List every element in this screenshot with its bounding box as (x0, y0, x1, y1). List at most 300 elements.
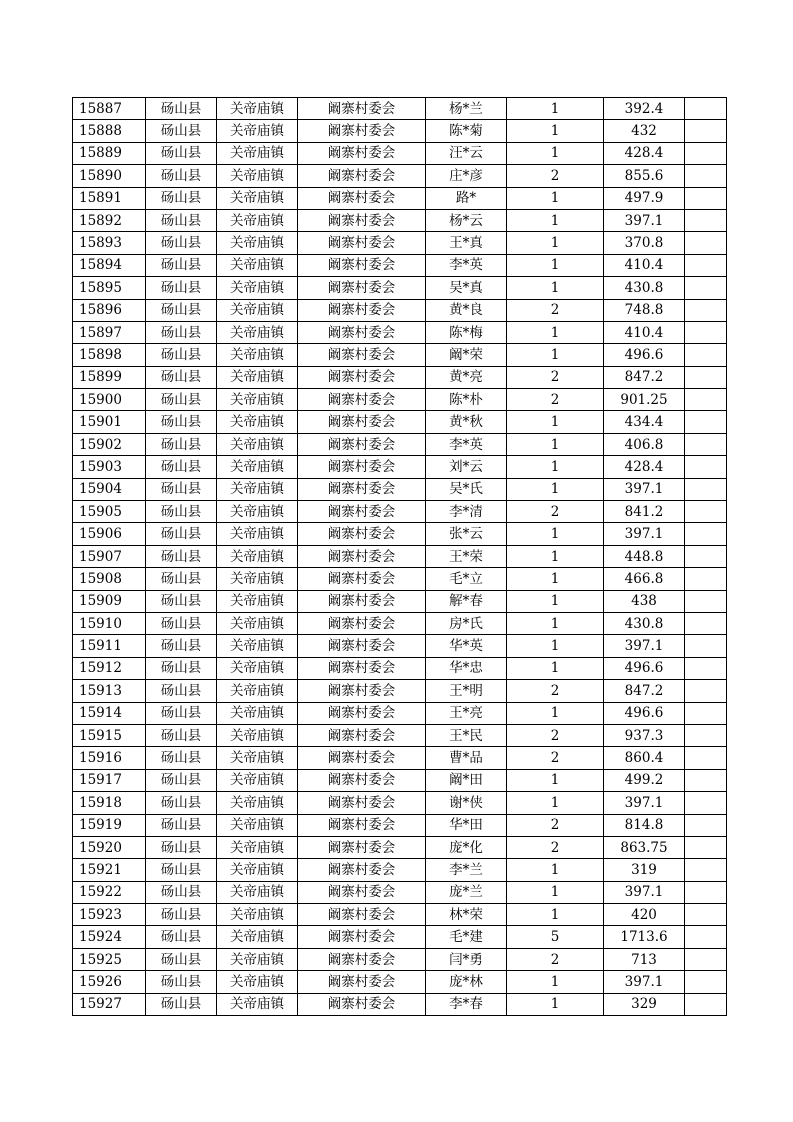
empty-cell (685, 232, 727, 254)
name-cell: 陈*朴 (426, 389, 507, 411)
village-cell: 阚寨村委会 (298, 724, 426, 746)
household-count-cell: 1 (507, 120, 604, 142)
county-cell: 砀山县 (146, 209, 217, 231)
village-cell: 阚寨村委会 (298, 456, 426, 478)
name-cell: 刘*云 (426, 456, 507, 478)
village-cell: 阚寨村委会 (298, 948, 426, 970)
town-cell: 关帝庙镇 (217, 814, 298, 836)
table-row (73, 232, 727, 254)
village-cell: 阚寨村委会 (298, 501, 426, 523)
name-cell: 华*田 (426, 814, 507, 836)
household-count-cell: 1 (507, 433, 604, 455)
amount-cell: 847.2 (604, 680, 685, 702)
town-cell: 关帝庙镇 (217, 612, 298, 634)
amount-cell: 329 (604, 993, 685, 1015)
row-number-cell: 15898 (73, 344, 146, 366)
table-row (73, 545, 727, 567)
row-number-cell: 15919 (73, 814, 146, 836)
row-number-cell: 15902 (73, 433, 146, 455)
row-number-cell: 15901 (73, 411, 146, 433)
county-cell: 砀山县 (146, 98, 217, 120)
table-row (73, 165, 727, 187)
town-cell: 关帝庙镇 (217, 366, 298, 388)
county-cell: 砀山县 (146, 120, 217, 142)
table-row (73, 702, 727, 724)
name-cell: 房*氏 (426, 612, 507, 634)
village-cell: 阚寨村委会 (298, 120, 426, 142)
town-cell: 关帝庙镇 (217, 344, 298, 366)
county-cell: 砀山县 (146, 792, 217, 814)
town-cell: 关帝庙镇 (217, 232, 298, 254)
county-cell: 砀山县 (146, 545, 217, 567)
amount-cell: 432 (604, 120, 685, 142)
empty-cell (685, 366, 727, 388)
household-count-cell: 1 (507, 657, 604, 679)
amount-cell: 748.8 (604, 299, 685, 321)
amount-cell: 448.8 (604, 545, 685, 567)
name-cell: 华*英 (426, 635, 507, 657)
county-cell: 砀山县 (146, 635, 217, 657)
empty-cell (685, 948, 727, 970)
name-cell: 李*清 (426, 501, 507, 523)
county-cell: 砀山县 (146, 814, 217, 836)
name-cell: 杨*云 (426, 209, 507, 231)
empty-cell (685, 904, 727, 926)
row-number-cell: 15925 (73, 948, 146, 970)
village-cell: 阚寨村委会 (298, 612, 426, 634)
empty-cell (685, 747, 727, 769)
village-cell: 阚寨村委会 (298, 836, 426, 858)
household-count-cell: 2 (507, 680, 604, 702)
town-cell: 关帝庙镇 (217, 187, 298, 209)
row-number-cell: 15904 (73, 478, 146, 500)
county-cell: 砀山县 (146, 926, 217, 948)
table-row (73, 433, 727, 455)
amount-cell: 397.1 (604, 635, 685, 657)
village-cell: 阚寨村委会 (298, 389, 426, 411)
amount-cell: 397.1 (604, 523, 685, 545)
table-row (73, 993, 727, 1015)
name-cell: 庄*彦 (426, 165, 507, 187)
household-count-cell: 1 (507, 209, 604, 231)
empty-cell (685, 142, 727, 164)
county-cell: 砀山县 (146, 747, 217, 769)
table-row (73, 724, 727, 746)
town-cell: 关帝庙镇 (217, 926, 298, 948)
county-cell: 砀山县 (146, 657, 217, 679)
household-count-cell: 2 (507, 814, 604, 836)
empty-cell (685, 926, 727, 948)
row-number-cell: 15911 (73, 635, 146, 657)
village-cell: 阚寨村委会 (298, 769, 426, 791)
town-cell: 关帝庙镇 (217, 142, 298, 164)
county-cell: 砀山县 (146, 142, 217, 164)
town-cell: 关帝庙镇 (217, 321, 298, 343)
name-cell: 吴*氏 (426, 478, 507, 500)
table-row (73, 209, 727, 231)
village-cell: 阚寨村委会 (298, 344, 426, 366)
empty-cell (685, 680, 727, 702)
empty-cell (685, 209, 727, 231)
table-row (73, 680, 727, 702)
household-count-cell: 1 (507, 612, 604, 634)
name-cell: 王*真 (426, 232, 507, 254)
row-number-cell: 15908 (73, 568, 146, 590)
empty-cell (685, 792, 727, 814)
records-table-body (73, 98, 727, 1016)
county-cell: 砀山县 (146, 389, 217, 411)
village-cell: 阚寨村委会 (298, 142, 426, 164)
household-count-cell: 2 (507, 724, 604, 746)
empty-cell (685, 859, 727, 881)
county-cell: 砀山县 (146, 971, 217, 993)
table-row (73, 254, 727, 276)
household-count-cell: 1 (507, 769, 604, 791)
empty-cell (685, 456, 727, 478)
town-cell: 关帝庙镇 (217, 456, 298, 478)
household-count-cell: 1 (507, 344, 604, 366)
village-cell: 阚寨村委会 (298, 568, 426, 590)
village-cell: 阚寨村委会 (298, 993, 426, 1015)
empty-cell (685, 657, 727, 679)
name-cell: 陈*菊 (426, 120, 507, 142)
county-cell: 砀山县 (146, 836, 217, 858)
household-count-cell: 1 (507, 993, 604, 1015)
town-cell: 关帝庙镇 (217, 724, 298, 746)
table-row (73, 590, 727, 612)
table-row (73, 769, 727, 791)
row-number-cell: 15918 (73, 792, 146, 814)
amount-cell: 499.2 (604, 769, 685, 791)
household-count-cell: 2 (507, 389, 604, 411)
table-row (73, 612, 727, 634)
name-cell: 毛*建 (426, 926, 507, 948)
table-row (73, 635, 727, 657)
amount-cell: 397.1 (604, 971, 685, 993)
amount-cell: 430.8 (604, 612, 685, 634)
amount-cell: 496.6 (604, 344, 685, 366)
empty-cell (685, 187, 727, 209)
row-number-cell: 15912 (73, 657, 146, 679)
amount-cell: 430.8 (604, 277, 685, 299)
town-cell: 关帝庙镇 (217, 389, 298, 411)
row-number-cell: 15905 (73, 501, 146, 523)
empty-cell (685, 993, 727, 1015)
name-cell: 林*荣 (426, 904, 507, 926)
empty-cell (685, 501, 727, 523)
town-cell: 关帝庙镇 (217, 702, 298, 724)
name-cell: 张*云 (426, 523, 507, 545)
village-cell: 阚寨村委会 (298, 971, 426, 993)
household-count-cell: 1 (507, 971, 604, 993)
table-row (73, 321, 727, 343)
empty-cell (685, 165, 727, 187)
row-number-cell: 15926 (73, 971, 146, 993)
town-cell: 关帝庙镇 (217, 680, 298, 702)
household-count-cell: 2 (507, 747, 604, 769)
household-count-cell: 1 (507, 545, 604, 567)
table-row (73, 568, 727, 590)
table-row (73, 456, 727, 478)
town-cell: 关帝庙镇 (217, 971, 298, 993)
household-count-cell: 1 (507, 590, 604, 612)
row-number-cell: 15890 (73, 165, 146, 187)
village-cell: 阚寨村委会 (298, 904, 426, 926)
table-row (73, 501, 727, 523)
amount-cell: 397.1 (604, 478, 685, 500)
town-cell: 关帝庙镇 (217, 277, 298, 299)
town-cell: 关帝庙镇 (217, 657, 298, 679)
row-number-cell: 15889 (73, 142, 146, 164)
empty-cell (685, 568, 727, 590)
amount-cell: 1713.6 (604, 926, 685, 948)
county-cell: 砀山县 (146, 165, 217, 187)
county-cell: 砀山县 (146, 344, 217, 366)
household-count-cell: 1 (507, 277, 604, 299)
name-cell: 庞*林 (426, 971, 507, 993)
name-cell: 李*英 (426, 433, 507, 455)
village-cell: 阚寨村委会 (298, 321, 426, 343)
town-cell: 关帝庙镇 (217, 433, 298, 455)
table-row (73, 859, 727, 881)
row-number-cell: 15899 (73, 366, 146, 388)
household-count-cell: 2 (507, 836, 604, 858)
town-cell: 关帝庙镇 (217, 836, 298, 858)
county-cell: 砀山县 (146, 859, 217, 881)
amount-cell: 496.6 (604, 702, 685, 724)
household-count-cell: 1 (507, 321, 604, 343)
empty-cell (685, 98, 727, 120)
county-cell: 砀山县 (146, 724, 217, 746)
row-number-cell: 15910 (73, 612, 146, 634)
empty-cell (685, 321, 727, 343)
amount-cell: 863.75 (604, 836, 685, 858)
empty-cell (685, 254, 727, 276)
amount-cell: 855.6 (604, 165, 685, 187)
county-cell: 砀山县 (146, 680, 217, 702)
town-cell: 关帝庙镇 (217, 545, 298, 567)
town-cell: 关帝庙镇 (217, 792, 298, 814)
empty-cell (685, 120, 727, 142)
table-row (73, 299, 727, 321)
county-cell: 砀山县 (146, 993, 217, 1015)
table-row (73, 657, 727, 679)
household-count-cell: 1 (507, 411, 604, 433)
name-cell: 王*明 (426, 680, 507, 702)
amount-cell: 497.9 (604, 187, 685, 209)
empty-cell (685, 478, 727, 500)
town-cell: 关帝庙镇 (217, 769, 298, 791)
name-cell: 王*民 (426, 724, 507, 746)
town-cell: 关帝庙镇 (217, 568, 298, 590)
town-cell: 关帝庙镇 (217, 747, 298, 769)
village-cell: 阚寨村委会 (298, 635, 426, 657)
amount-cell: 496.6 (604, 657, 685, 679)
town-cell: 关帝庙镇 (217, 254, 298, 276)
name-cell: 李*春 (426, 993, 507, 1015)
table-row (73, 948, 727, 970)
amount-cell: 901.25 (604, 389, 685, 411)
amount-cell: 410.4 (604, 254, 685, 276)
table-row (73, 836, 727, 858)
name-cell: 谢*侠 (426, 792, 507, 814)
town-cell: 关帝庙镇 (217, 881, 298, 903)
county-cell: 砀山县 (146, 702, 217, 724)
row-number-cell: 15924 (73, 926, 146, 948)
town-cell: 关帝庙镇 (217, 478, 298, 500)
row-number-cell: 15895 (73, 277, 146, 299)
county-cell: 砀山县 (146, 904, 217, 926)
village-cell: 阚寨村委会 (298, 299, 426, 321)
county-cell: 砀山县 (146, 769, 217, 791)
row-number-cell: 15892 (73, 209, 146, 231)
name-cell: 王*亮 (426, 702, 507, 724)
empty-cell (685, 612, 727, 634)
name-cell: 王*荣 (426, 545, 507, 567)
amount-cell: 397.1 (604, 792, 685, 814)
table-row (73, 277, 727, 299)
name-cell: 阚*荣 (426, 344, 507, 366)
name-cell: 华*忠 (426, 657, 507, 679)
town-cell: 关帝庙镇 (217, 635, 298, 657)
table-row (73, 411, 727, 433)
table-row (73, 971, 727, 993)
household-count-cell: 2 (507, 501, 604, 523)
row-number-cell: 15917 (73, 769, 146, 791)
records-table (72, 97, 727, 1016)
village-cell: 阚寨村委会 (298, 366, 426, 388)
town-cell: 关帝庙镇 (217, 120, 298, 142)
row-number-cell: 15920 (73, 836, 146, 858)
household-count-cell: 1 (507, 881, 604, 903)
village-cell: 阚寨村委会 (298, 926, 426, 948)
name-cell: 黄*良 (426, 299, 507, 321)
name-cell: 陈*梅 (426, 321, 507, 343)
household-count-cell: 1 (507, 456, 604, 478)
town-cell: 关帝庙镇 (217, 299, 298, 321)
name-cell: 黄*秋 (426, 411, 507, 433)
household-count-cell: 1 (507, 232, 604, 254)
amount-cell: 847.2 (604, 366, 685, 388)
name-cell: 阚*田 (426, 769, 507, 791)
empty-cell (685, 433, 727, 455)
empty-cell (685, 635, 727, 657)
name-cell: 李*英 (426, 254, 507, 276)
row-number-cell: 15907 (73, 545, 146, 567)
household-count-cell: 5 (507, 926, 604, 948)
table-row (73, 926, 727, 948)
village-cell: 阚寨村委会 (298, 545, 426, 567)
empty-cell (685, 724, 727, 746)
row-number-cell: 15903 (73, 456, 146, 478)
county-cell: 砀山县 (146, 411, 217, 433)
county-cell: 砀山县 (146, 568, 217, 590)
county-cell: 砀山县 (146, 321, 217, 343)
row-number-cell: 15916 (73, 747, 146, 769)
town-cell: 关帝庙镇 (217, 209, 298, 231)
name-cell: 黄*亮 (426, 366, 507, 388)
village-cell: 阚寨村委会 (298, 702, 426, 724)
row-number-cell: 15921 (73, 859, 146, 881)
amount-cell: 841.2 (604, 501, 685, 523)
village-cell: 阚寨村委会 (298, 747, 426, 769)
village-cell: 阚寨村委会 (298, 187, 426, 209)
table-row (73, 792, 727, 814)
table-row (73, 98, 727, 120)
town-cell: 关帝庙镇 (217, 98, 298, 120)
household-count-cell: 1 (507, 187, 604, 209)
county-cell: 砀山县 (146, 590, 217, 612)
household-count-cell: 1 (507, 142, 604, 164)
amount-cell: 937.3 (604, 724, 685, 746)
row-number-cell: 15893 (73, 232, 146, 254)
amount-cell: 406.8 (604, 433, 685, 455)
county-cell: 砀山县 (146, 881, 217, 903)
county-cell: 砀山县 (146, 612, 217, 634)
household-count-cell: 2 (507, 165, 604, 187)
village-cell: 阚寨村委会 (298, 859, 426, 881)
county-cell: 砀山县 (146, 254, 217, 276)
row-number-cell: 15888 (73, 120, 146, 142)
county-cell: 砀山县 (146, 478, 217, 500)
empty-cell (685, 523, 727, 545)
row-number-cell: 15896 (73, 299, 146, 321)
row-number-cell: 15913 (73, 680, 146, 702)
row-number-cell: 15914 (73, 702, 146, 724)
county-cell: 砀山县 (146, 501, 217, 523)
table-row (73, 120, 727, 142)
table-row (73, 881, 727, 903)
table-row (73, 366, 727, 388)
village-cell: 阚寨村委会 (298, 478, 426, 500)
county-cell: 砀山县 (146, 366, 217, 388)
row-number-cell: 15894 (73, 254, 146, 276)
town-cell: 关帝庙镇 (217, 523, 298, 545)
table-row (73, 187, 727, 209)
household-count-cell: 1 (507, 568, 604, 590)
empty-cell (685, 344, 727, 366)
household-count-cell: 1 (507, 904, 604, 926)
county-cell: 砀山县 (146, 948, 217, 970)
household-count-cell: 1 (507, 635, 604, 657)
county-cell: 砀山县 (146, 456, 217, 478)
row-number-cell: 15887 (73, 98, 146, 120)
table-row (73, 523, 727, 545)
table-row (73, 747, 727, 769)
town-cell: 关帝庙镇 (217, 904, 298, 926)
village-cell: 阚寨村委会 (298, 209, 426, 231)
empty-cell (685, 881, 727, 903)
table-row (73, 814, 727, 836)
amount-cell: 397.1 (604, 209, 685, 231)
household-count-cell: 2 (507, 299, 604, 321)
village-cell: 阚寨村委会 (298, 814, 426, 836)
name-cell: 李*兰 (426, 859, 507, 881)
household-count-cell: 1 (507, 478, 604, 500)
amount-cell: 420 (604, 904, 685, 926)
county-cell: 砀山县 (146, 433, 217, 455)
name-cell: 路* (426, 187, 507, 209)
town-cell: 关帝庙镇 (217, 590, 298, 612)
amount-cell: 319 (604, 859, 685, 881)
village-cell: 阚寨村委会 (298, 165, 426, 187)
village-cell: 阚寨村委会 (298, 277, 426, 299)
amount-cell: 713 (604, 948, 685, 970)
village-cell: 阚寨村委会 (298, 254, 426, 276)
amount-cell: 434.4 (604, 411, 685, 433)
row-number-cell: 15891 (73, 187, 146, 209)
county-cell: 砀山县 (146, 187, 217, 209)
